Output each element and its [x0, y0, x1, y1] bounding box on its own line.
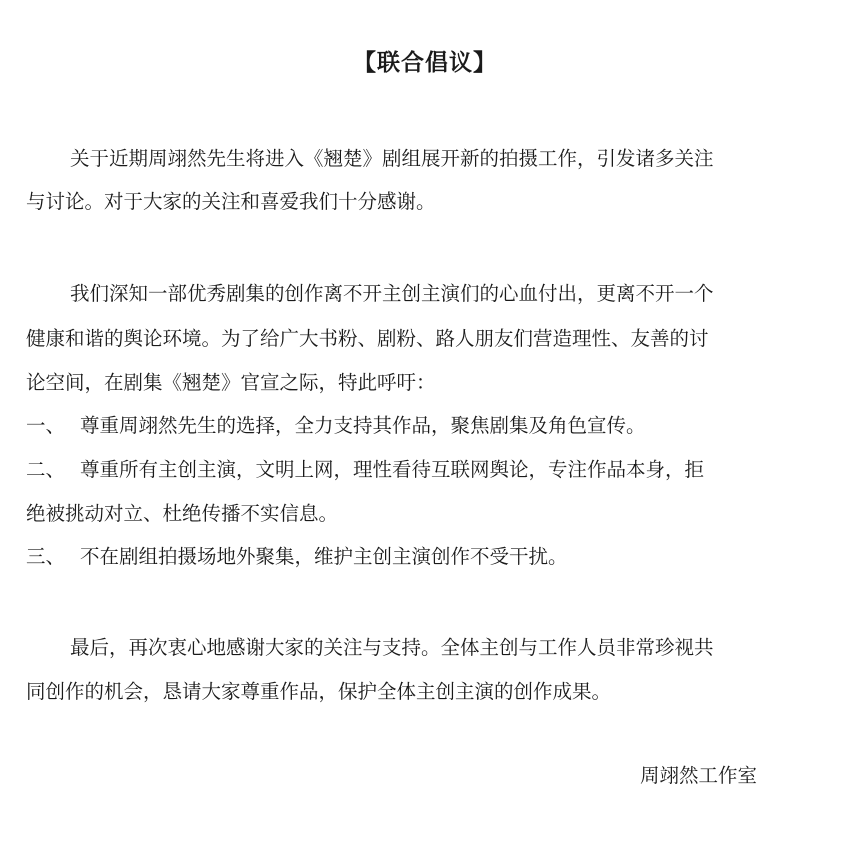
list-item-text: 尊重所有主创主演，文明上网，理性看待互联网舆论，专注作品本身，拒 — [80, 458, 705, 481]
paragraph-2-line-3: 论空间，在剧集《翘楚》官宣之际，特此呼吁： — [26, 371, 436, 394]
list-item-text: 不在剧组拍摄场地外聚集，维护主创主演创作不受干扰。 — [80, 545, 568, 568]
paragraph-2-line-2: 健康和谐的舆论环境。为了给广大书粉、剧粉、路人朋友们营造理性、友善的讨 — [26, 327, 709, 350]
paragraph-1-line-1: 关于近期周翊然先生将进入《翘楚》剧组展开新的拍摄工作，引发诸多关注 — [70, 147, 714, 170]
paragraph-3-line-1: 最后，再次衷心地感谢大家的关注与支持。全体主创与工作人员非常珍视共 — [70, 636, 714, 659]
paragraph-1-line-2: 与讨论。对于大家的关注和喜爱我们十分感谢。 — [26, 190, 436, 213]
list-item-number: 一、 — [26, 414, 66, 437]
list-item-number: 三、 — [26, 545, 66, 568]
list-item-text-continued: 绝被挑动对立、杜绝传播不实信息。 — [26, 502, 339, 525]
list-item-text: 尊重周翊然先生的选择，全力支持其作品，聚焦剧集及角色宣传。 — [80, 414, 646, 437]
paragraph-3-line-2: 同创作的机会，恳请大家尊重作品，保护全体主创主演的创作成果。 — [26, 680, 612, 703]
paragraph-2-line-1: 我们深知一部优秀剧集的创作离不开主创主演们的心血付出，更离不开一个 — [70, 282, 714, 305]
document-title: 【联合倡议】 — [353, 49, 497, 76]
signature: 周翊然工作室 — [640, 764, 758, 787]
list-item-number: 二、 — [26, 458, 66, 481]
